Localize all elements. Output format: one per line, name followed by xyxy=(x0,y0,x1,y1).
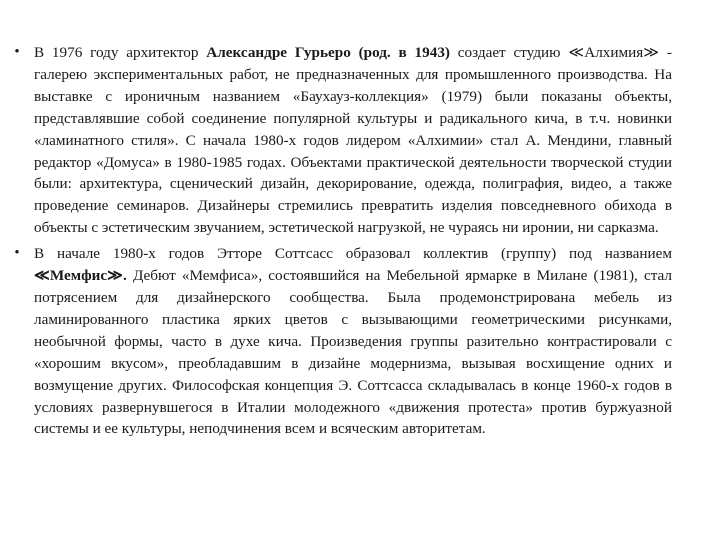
paragraph-text-rest: создает студию ≪Алхимия≫ - галерею экспериментальных работ, не предназначенных для промышленного производства. На выставке с ироничным названием «Баухауз-коллекция» (1979) были показаны объекты, представлявшие собой соединение популярной культуры и радикального кича, в т.ч. новинки «ламинатного стиля». С начала 1980-х годов лидером «Алхимии» стал А. Мендини, главный редактор «Домуса» в 1980-1985 годах. Объектами практической деятельности творческой студии были: архитектура, сценический дизайн, декорирование, одежда, полиграфия, видео, а также проведение семинаров. Дизайнеры стремились превратить изделия повседневного обихода в объекты с эстетическим звучанием, эстетической нагрузкой, не чураясь ни иронии, ни сарказма. xyxy=(34,44,672,237)
paragraph-text-start: В начале 1980-х годов Этторе Соттсасс образовал коллектив (группу) под названием xyxy=(34,245,672,263)
paragraph-bold-name: Александре Гурьеро (род. в 1943) xyxy=(206,44,450,61)
bullet-item-alchimia xyxy=(8,42,672,239)
paragraph-bold-name: ≪Мемфис≫. xyxy=(34,267,127,285)
paragraph-text-rest: Дебют «Мемфиса», состоявшийся на Мебельной ярмарке в Милане (1981), стал потрясением для дизайнерского сообщества. Была продемонстрирована мебель из ламинированного пластика ярких цветов с вызывающими геометрическими рисунками, необычной формы, часто в духе кича. Произведения группы разительно контрастировали с «хорошим вкусом», преобладавшим в дизайне модернизма, вызывая восхищение одних и возмущение других. Философская концепция Э. Соттсасса складывалась в конце 1960-х годов в условиях развернувшегося в Италии молодежного «движения протеста» против буржуазной системы и ее культуры, неподчинения всем и всяческим авторитетам. xyxy=(34,267,672,438)
bullet-item-memphis xyxy=(8,243,672,440)
bullet-icon: • xyxy=(14,245,20,262)
paragraph-text-start: В 1976 году архитектор xyxy=(34,44,207,61)
bullet-icon: • xyxy=(14,44,20,60)
bullet-list xyxy=(8,42,672,440)
